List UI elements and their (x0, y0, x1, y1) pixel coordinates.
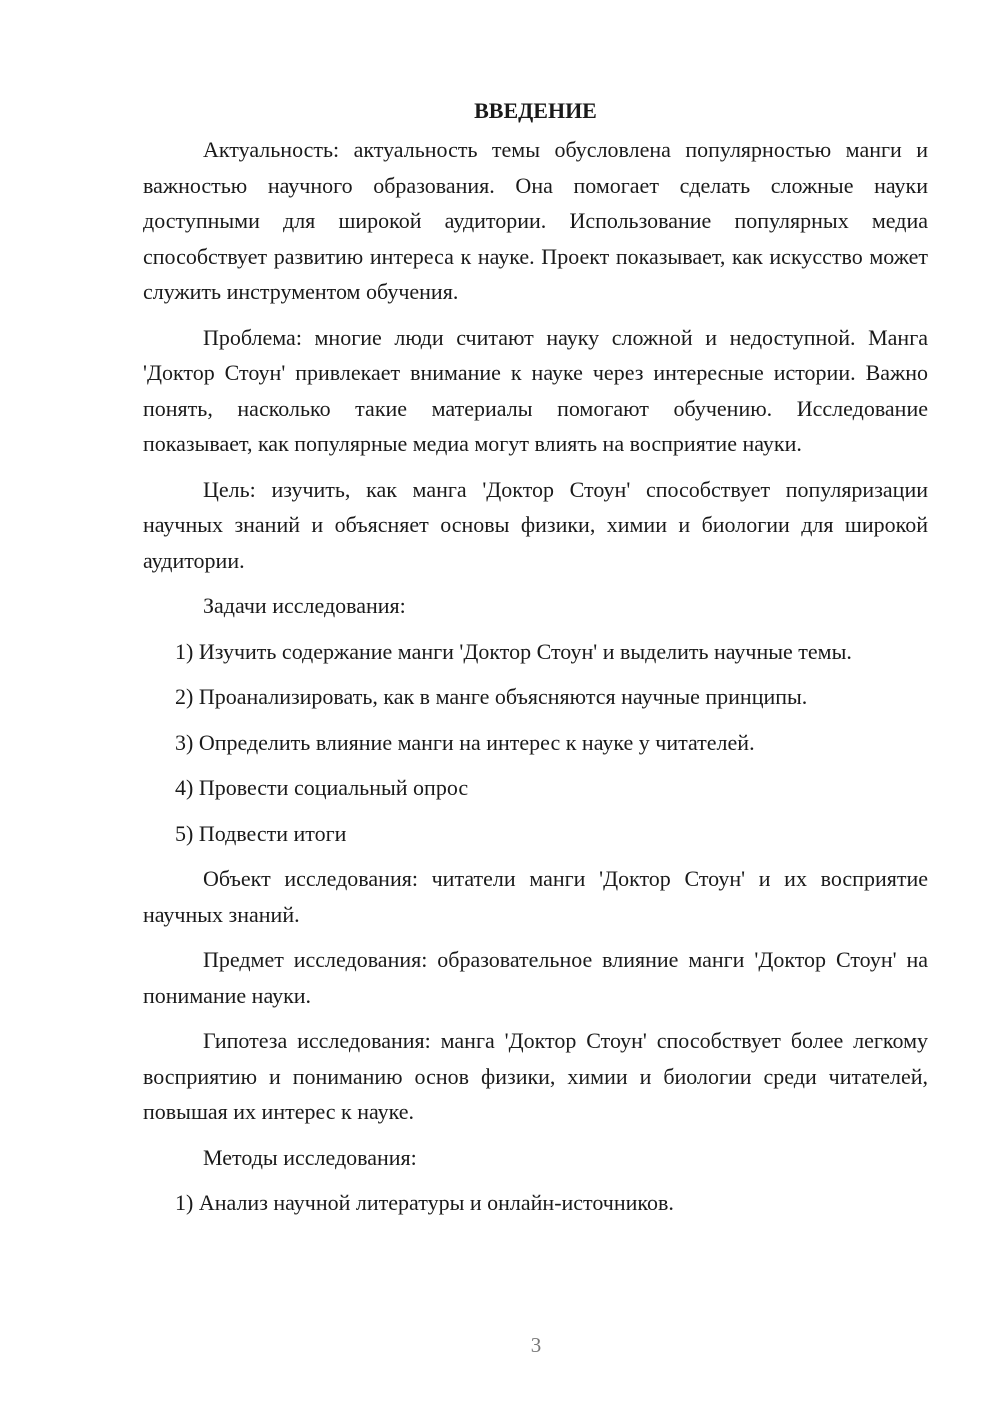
object-paragraph: Объект исследования: читатели манги 'Доктор Стоун' и их восприятие научных знаний. (143, 866, 928, 927)
task-item: 2) Проанализировать, как в манге объясняются научные принципы. (175, 684, 808, 709)
problem-paragraph: Проблема: многие люди считают науку сложной и недоступной. Манга 'Доктор Стоун' привлекает внимание к науке через интересные истории. Важно понять, насколько такие материалы помогают обучению. Исследование показывает, как популярные медиа могут влиять на восприятие науки. (143, 324, 928, 456)
method-item: 1) Анализ научной литературы и онлайн-источников. (175, 1190, 674, 1215)
task-item: 5) Подвести итоги (175, 820, 347, 846)
relevance-paragraph: Актуальность: актуальность темы обусловлена популярностью манги и важностью научного образования. Она помогает сделать сложные науки доступными для широкой аудитории. Использование популярных медиа способствует развитию интереса к науке. Проект показывает, как искусство может служить инструментом обучения. (143, 137, 928, 304)
task-item: 1) Изучить содержание манги 'Доктор Стоун' и выделить научные темы. (175, 638, 852, 664)
tasks-heading: Задачи исследования: (203, 593, 406, 618)
subject-paragraph: Предмет исследования: образовательное влияние манги 'Доктор Стоун' на понимание науки. (143, 947, 928, 1008)
page-title: ВВЕДЕНИЕ (474, 98, 597, 123)
task-item: 3) Определить влияние манги на интерес к науке у читателей. (175, 729, 755, 755)
page-number: 3 (530, 1333, 542, 1357)
page-content (143, 94, 928, 1231)
task-item: 4) Провести социальный опрос (175, 775, 469, 800)
methods-heading: Методы исследования: (203, 1144, 417, 1170)
goal-paragraph: Цель: изучить, как манга 'Доктор Стоун' способствует популяризации научных знаний и объясняет основы физики, химии и биологии для широкой аудитории. (143, 476, 928, 573)
hypothesis-paragraph: Гипотеза исследования: манга 'Доктор Стоун' способствует более легкому восприятию и пониманию основ физики, химии и биологии среди читателей, повышая их интерес к науке. (143, 1028, 928, 1124)
